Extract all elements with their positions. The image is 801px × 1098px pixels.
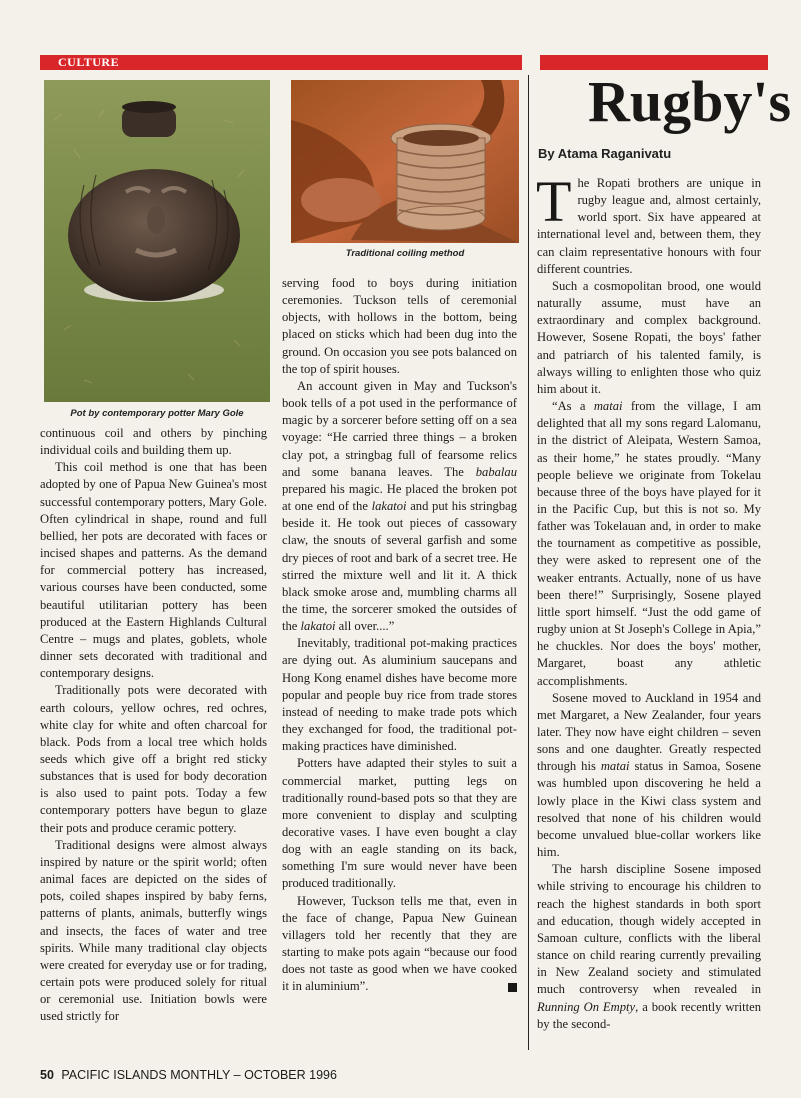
paragraph: Such a cosmopolitan brood, one would naturally assume, must have an extraordinary and complex background. However, Sosene Ropati, the boys' father and patriarch of his talented family, is always willing to enlighten those who quiz him about it. xyxy=(537,278,761,396)
section-banner-right xyxy=(540,55,768,70)
column-divider xyxy=(528,75,529,1050)
paragraph: “As a matai from the village, I am delighted that all my sons regard Lalomanu, in the district of Aleipata, Western Samoa, as their home,” he states proudly. “Many people believe we originate from Tokelau because three of the boys have played for it in the Pacific Cup, but this is not so. My father was Tokelauan and, in order to make the tournament as competitive as possible, they were asked to represent one of the weaker entrants. Actually, none of us have been there!” Surprisingly, Sosene played little sport himself. “Just the odd game of rugby union at St Joseph's College in Apia,” he chuckles. Nor does the boys' mother, Margaret, boast any athletic accomplishments. xyxy=(537,399,761,688)
column-2 xyxy=(282,275,517,996)
headline: Rugby's xyxy=(588,69,792,134)
end-mark xyxy=(508,983,517,992)
paragraph: Sosene moved to Auckland in 1954 and met Margaret, a New Zealander, four years later. They now have eight children – seven sons and one daughter. Greatly respected through his matai status in Samoa, Sosene was humbled upon discovering he held a lowly place in the Kiwi class system and resolved that none of his children would become unvalued blue-collar workers like him. xyxy=(537,690,761,860)
byline: By Atama Raganivatu xyxy=(538,146,672,161)
paragraph: The harsh discipline Sosene imposed while striving to encourage his children to reach the highest standards in both sport and education, though widely accepted in Samoan culture, conflicts with the liberal stance on child rearing currently prevailing in New Zealand society and stimulated much controversy when revealed in Running On Empty, a book recently written by the second- xyxy=(537,862,761,1031)
paragraph: serving food to boys during initiation ceremonies. Tuckson tells of ceremonial objects, with hollows in the bottom, being placed on sticks which had been dug into the ground. On occasion you see pots balanced on the top of spirit houses. xyxy=(282,276,517,376)
column-3 xyxy=(536,169,761,1033)
paragraph: continuous coil and others by pinching individual coils and building them up. xyxy=(40,426,267,458)
coiling-caption: Traditional coiling method xyxy=(345,248,465,259)
page-footer xyxy=(40,1068,337,1082)
pot-caption: Pot by contemporary potter Mary Gole xyxy=(70,408,244,419)
section-label: CULTURE xyxy=(58,55,120,69)
section-banner xyxy=(40,55,522,70)
pot-photo xyxy=(44,80,270,402)
page-number: 50 xyxy=(40,1068,54,1082)
column-1 xyxy=(40,425,267,1025)
paragraph: However, Tuckson tells me that, even in the face of change, Papua New Guinean villagers told her recently that they are starting to make pots again “because our food does not taste as good when we have cooked it in aluminium”. xyxy=(282,893,517,994)
paragraph: An account given in May and Tuckson's book tells of a pot used in the performance of magic by a sorcerer before setting off on a sea voyage: “He carried three things – a broken clay pot, a stringbag full of fearsome relics and some banana leaves. The babalau prepared his magic. He placed the broken pot at one end of the lakatoi and put his stringbag beside it. He took out pieces of cassowary claw, the snouts of several garfish and some dry pieces of root and bark of a secret tree. He stirred the mixture well and lit it. A thick black smoke arose and, mumbling charms all the time, the sorcerer smoked the outsides of the lakatoi all over....” xyxy=(282,378,517,634)
publication-line: PACIFIC ISLANDS MONTHLY – OCTOBER 1996 xyxy=(61,1068,337,1082)
paragraph: Traditional designs were almost always inspired by nature or the spirit world; often animal faces are depicted on the sides of pots, coiled shapes inspired by baby ferns, patterns of plants, animals, butterfly wings and insects, the faces of water and tree spirits. While many traditional clay objects were created for everyday use or for trading, certain pots were produced solely for ritual or ceremonial use. Initiation bowls were used strictly for xyxy=(40,837,267,1024)
paragraph: This coil method is one that has been adopted by one of Papua New Guinea's most successful contemporary potters, Mary Gole. Often cylindrical in shape, round and full bellied, her pots are decorated with faces or incised shapes and patterns. As the demand for commercial pottery has increased, various courses have been conducted, some beautiful utilitarian pottery has been produced at the Eastern Highlands Cultural Centre – mugs and plates, goblets, whole dinner sets decorated with traditional and contemporary designs. xyxy=(40,460,267,681)
drop-cap: T xyxy=(536,169,572,234)
paragraph: Potters have adapted their styles to suit a commercial market, putting legs on traditionally round-based pots so that they are more convenient to display and sculpting decorative vases. I have even bought a clay dog with an eagle standing on its back, something I'm sure would never have been produced traditionally. xyxy=(282,756,517,891)
paragraph: Traditionally pots were decorated with earth colours, yellow ochres, red ochres, white clay for white and often charcoal for black. Pods from a local tree which holds seeds which give off a bright red sticky substances that is used for body decoration is also used to paint pots. Today a few contemporary potters have begun to glaze their pots and produce ceramic pottery. xyxy=(40,683,267,835)
paragraph: Inevitably, traditional pot-making practices are dying out. As aluminium saucepans and Hong Kong enamel dishes have become more popular and people buy rice from trade stores instead of needing to make trade pots which they exchanged for food, the traditional pot-making practices have diminished. xyxy=(282,636,517,754)
paragraph: The Ropati brothers are unique in rugby league and, almost certainly, world sport. Six have appeared at international level and, between them, they can claim representative honours with four different countries. xyxy=(536,169,761,276)
coiling-photo xyxy=(291,80,519,243)
